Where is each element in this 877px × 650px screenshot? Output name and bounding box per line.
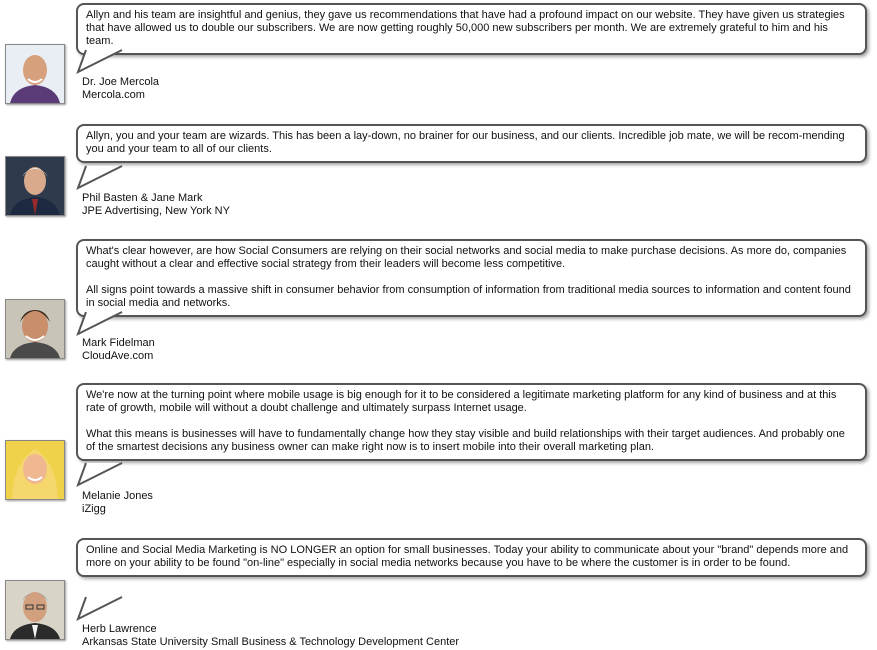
author-company: Arkansas State University Small Business & Technology Development Center bbox=[82, 636, 460, 648]
quote-paragraph: We're now at the turning point where mobile usage is big enough for it to be considered a legitimate marketing platform for any kind of business and at this rate of growth, mobile will without a doubt challenge and ultimately surpass Internet usage. bbox=[86, 389, 837, 414]
person-photo-icon bbox=[6, 300, 64, 358]
author-info bbox=[82, 192, 230, 218]
author-company: Mercola.com bbox=[82, 89, 145, 101]
quote-bubble bbox=[76, 239, 867, 317]
avatar bbox=[5, 440, 65, 500]
author-name: Melanie Jones bbox=[82, 490, 153, 502]
speech-bubble-tail bbox=[76, 166, 126, 190]
speech-bubble-tail bbox=[76, 597, 126, 621]
testimonial-item bbox=[0, 236, 877, 366]
testimonial-item bbox=[0, 380, 877, 520]
person-photo-icon bbox=[6, 441, 64, 499]
author-company: CloudAve.com bbox=[82, 350, 154, 362]
speech-bubble-tail bbox=[76, 312, 126, 336]
author-info bbox=[82, 337, 155, 363]
quote-bubble bbox=[76, 538, 867, 577]
author-name: Herb Lawrence bbox=[82, 623, 157, 635]
testimonial-item bbox=[0, 0, 877, 110]
author-info bbox=[82, 623, 459, 649]
testimonial-item bbox=[0, 120, 877, 225]
author-company: iZigg bbox=[82, 503, 106, 515]
quote-paragraph: Allyn, you and your team are wizards. This has been a lay-down, no brainer for our business, and our clients. Incredible job mate, we will be recom-mending you and your team to all of our clients. bbox=[86, 130, 845, 155]
author-info bbox=[82, 490, 153, 516]
quote-paragraph: Allyn and his team are insightful and genius, they gave us recommendations that have had a profound impact on our website. They have given us strategies that have allowed us to double our subscribers. We are now getting roughly 50,000 new subscribers per month. We are extremely grateful to him and his team. bbox=[86, 9, 845, 47]
avatar bbox=[5, 44, 65, 104]
quote-paragraph: What's clear however, are how Social Consumers are relying on their social networks and social media to make purchase decisions. As more do, companies caught without a clear and effective social strategy from their leaders will become less competitive. bbox=[86, 245, 847, 270]
speech-bubble-tail bbox=[76, 463, 126, 487]
quote-paragraph: What this means is businesses will have to fundamentally change how they stay visible and build relationships with their target audiences. And probably one of the smartest decisions any business owner can make right now is to insert mobile into their overall marketing plan. bbox=[86, 428, 845, 453]
testimonial-item bbox=[0, 535, 877, 650]
author-name: Dr. Joe Mercola bbox=[82, 76, 160, 88]
speech-bubble-tail bbox=[76, 50, 126, 74]
author-name: Phil Basten & Jane Mark bbox=[82, 192, 203, 204]
avatar bbox=[5, 299, 65, 359]
quote-paragraph: All signs point towards a massive shift in consumer behavior from consumption of information from traditional media sources to information and content found in social media and networks. bbox=[86, 284, 851, 309]
avatar bbox=[5, 580, 65, 640]
quote-bubble bbox=[76, 3, 867, 55]
author-name: Mark Fidelman bbox=[82, 337, 155, 349]
avatar bbox=[5, 156, 65, 216]
quote-bubble bbox=[76, 124, 867, 163]
person-photo-icon bbox=[6, 581, 64, 639]
author-company: JPE Advertising, New York NY bbox=[82, 205, 230, 217]
author-info bbox=[82, 76, 159, 102]
quote-bubble bbox=[76, 383, 867, 461]
person-photo-icon bbox=[6, 45, 64, 103]
quote-paragraph: Online and Social Media Marketing is NO LONGER an option for small businesses. Today your ability to communicate about your "brand" depends more and more on your ability to be found "on-line" especially in social media networks because you have to be where the customer is in order to be found. bbox=[86, 544, 849, 569]
person-photo-icon bbox=[6, 157, 64, 215]
